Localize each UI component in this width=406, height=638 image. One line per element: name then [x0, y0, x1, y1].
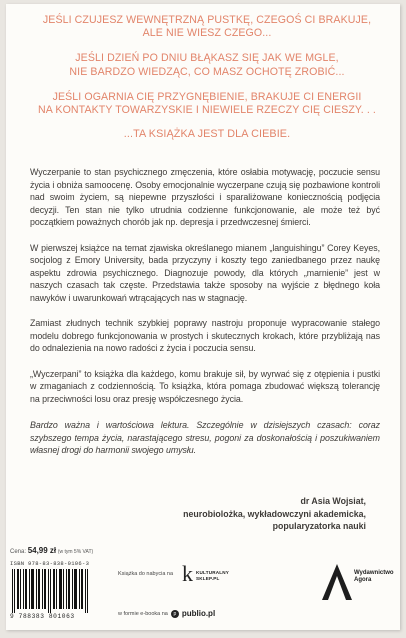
blurb-paragraph: Zamiast złudnych technik szybkiej poprawy nastroju proponuje wypracowanie stałego modelu dobrego funkcjonowania w prostych i skutecznych krokach, które przybliżają nas do odnalezienia na nowo radości z życia i poczucia sensu. — [30, 318, 380, 353]
blurb-paragraph: „Wyczerpani” to książka dla każdego, komu brakuje sił, by wyrwać się z otępienia i pustki w zmaganiach z codziennością. To książka, która pomaga zbudować większą tolerancję na przeciwności losu oraz presję współczesnego życia. — [30, 368, 380, 404]
price-caption: Cena: — [10, 549, 27, 555]
author-role: popularyzatorka nauki — [272, 521, 366, 531]
ebook-info — [118, 609, 215, 618]
isbn-text: ISBN 978-83-838-0106-3 — [10, 560, 90, 567]
ks-line: KULTURALNY — [196, 570, 230, 575]
price-vat: (w tym 5% VAT) — [57, 549, 94, 555]
back-cover — [6, 4, 400, 630]
barcode-icon — [10, 569, 92, 613]
publio-icon: p — [171, 610, 179, 618]
kulturalny-sklep-mark: k — [182, 561, 193, 586]
headline-line: JEŚLI CZUJESZ WEWNĘTRZNĄ PUSTKĘ, CZEGOŚ CI BRAKUJE, — [42, 14, 372, 26]
blurb-paragraph: Wyczerpanie to stan psychicznego zmęczenia, które osłabia motywację, poczucie sensu życia i obniża samoocenę. Osoby emocjonalnie wyczerpane czują się pozbawione kontroli nad swoim życiem, są niepewne przyszłości i sparaliżowane koniecznością podjęcia decyzji. Ten stan nie tylko utrudnia codzienne funkcjonowanie, ale może też być początkiem poważnych chorób jak np. depresja i przedwczesnej śmierci. — [30, 167, 380, 227]
endorsement-quote: Bardzo ważna i wartościowa lektura. Szczególnie w dzisiejszych czasach: coraz szybszego tempa życia, narastającego stresu, pogoni za doskonałością i poszukiwaniem własnej drogi do harmonii swojego umysłu. — [30, 420, 380, 455]
headline-line: JEŚLI DZIEŃ PO DNIU BŁĄKASZ SIĘ JAK WE MGLE, — [75, 52, 339, 65]
buy-info: Książka do nabycia na — [118, 571, 174, 577]
blurb — [30, 166, 380, 470]
endorsement-author — [183, 495, 366, 533]
publisher-line: Wydawnictwo — [354, 570, 394, 576]
publio-logo[interactable]: publio.pl — [181, 609, 216, 618]
price-label — [10, 546, 93, 555]
kulturalny-sklep-logo[interactable] — [182, 561, 234, 586]
headline-line: NA KONTAKTY TOWARZYSKIE I NIEWIELE RZECZY CIĘ CIESZY. . . — [38, 104, 376, 117]
price-value: 54,99 zł — [27, 546, 57, 555]
author-role: neurobiolożka, wykładowczyni akademicka, — [183, 508, 366, 519]
cover-headline — [26, 14, 388, 152]
barcode-block — [10, 560, 92, 620]
blurb-paragraph: W pierwszej książce na temat zjawiska określanego mianem „languishingu” Corey Keyes, socjolog z Emory University, bada przyczyny i koszty tego zaniedbanego przez naukę aspektu zdrowia psychicznego. Diagnozuje powody, dla których „marnienie” jest w naszych czasach tak częste. Przedstawia także sposoby na wyjście z błędnego koła nawyków i uwarunkowań wtrącających nas w stagnację. — [30, 242, 380, 303]
headline-line: JEŚLI OGARNIA CIĘ PRZYGNĘBIENIE, BRAKUJE CI ENERGII — [52, 90, 362, 103]
headline-slogan: ...TA KSIĄŻKA JEST DLA CIEBIE. — [123, 128, 291, 141]
barcode-digits: 9 788383 801063 — [10, 613, 75, 620]
ks-line: SKLEP.PL — [196, 575, 220, 581]
ebook-text: w formie e-booka na — [118, 610, 168, 617]
headline-line: NIE BARDZO WIEDZĄC, CO MASZ OCHOTĘ ZROBIĆ... — [69, 65, 345, 78]
agora-a-icon — [322, 564, 352, 600]
publisher-line: Agora — [354, 577, 372, 584]
headline-line: ALE NIE WIESZ CZEGO... — [142, 27, 272, 40]
author-name: dr Asia Wojsiat, — [300, 496, 366, 506]
publisher-logo — [314, 560, 394, 600]
